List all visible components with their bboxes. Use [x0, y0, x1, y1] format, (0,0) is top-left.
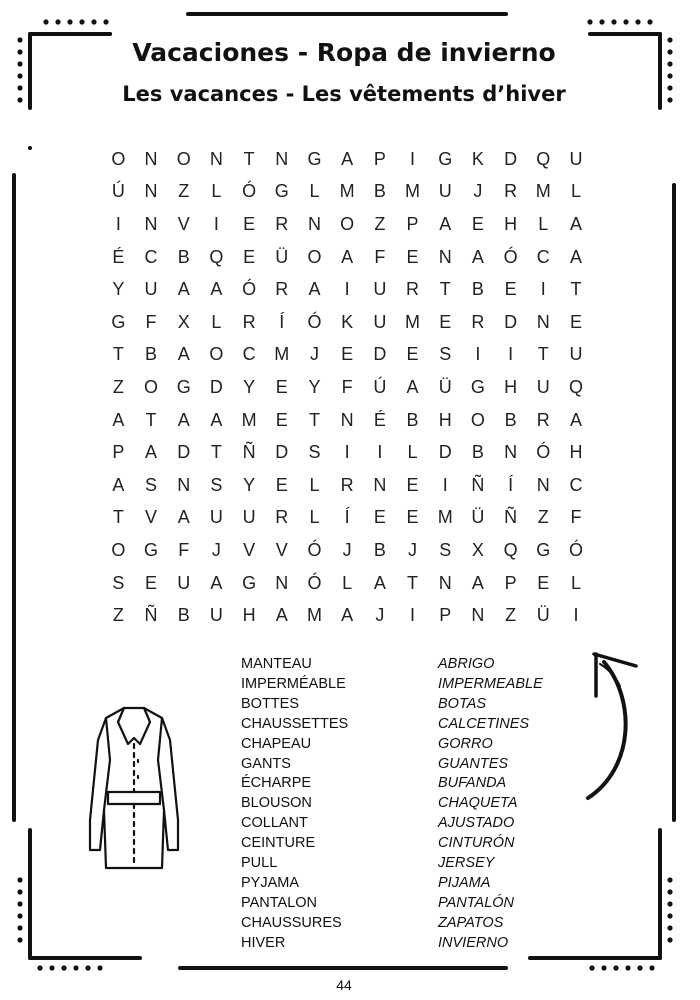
grid-cell: N [340, 409, 354, 430]
grid-cell: A [177, 409, 190, 430]
grid-cell: T [537, 344, 549, 365]
grid-cell: A [341, 246, 354, 267]
grid-cell: A [308, 279, 321, 300]
grid-cell: T [112, 344, 124, 365]
grid-cell: I [344, 279, 350, 300]
grid-cell: B [471, 442, 484, 463]
grid-cell: E [243, 246, 256, 267]
grid-cell: E [471, 213, 484, 234]
word-spanish: PIJAMA [438, 874, 491, 891]
grid-cell: É [112, 246, 125, 267]
grid-cell: A [569, 409, 582, 430]
grid-cell: J [375, 605, 385, 626]
grid-cell: U [144, 279, 158, 300]
grid-cell: C [144, 246, 158, 267]
word-french: ÉCHARPE [241, 775, 312, 792]
grid-cell: Ó [242, 181, 257, 202]
grid-cell: O [470, 409, 485, 430]
grid-cell: A [373, 572, 386, 593]
grid-cell: M [437, 507, 453, 528]
grid-cell: I [344, 442, 350, 463]
grid-cell: R [275, 507, 289, 528]
grid-cell: Ó [307, 572, 322, 593]
grid-cell: E [439, 311, 452, 332]
word-list-french [241, 655, 348, 954]
grid-cell: V [275, 539, 288, 560]
grid-cell: Ú [373, 376, 387, 397]
grid-cell: Y [112, 279, 125, 300]
grid-cell: L [211, 311, 222, 332]
grid-cell: G [536, 539, 551, 560]
grid-cell: M [405, 311, 421, 332]
grid-cell: Y [308, 376, 321, 397]
grid-cell: Z [537, 507, 549, 528]
grid-cell: I [508, 344, 514, 365]
grid-cell: C [536, 246, 550, 267]
grid-cell: Ó [242, 279, 257, 300]
grid-cell: D [438, 442, 452, 463]
grid-cell: G [176, 376, 191, 397]
grid-cell: Ñ [242, 442, 256, 463]
grid-cell: K [341, 311, 354, 332]
grid-cell: D [504, 148, 518, 169]
word-french: CHAUSSURES [241, 914, 342, 931]
grid-cell: C [569, 474, 583, 495]
grid-cell: M [405, 181, 421, 202]
word-french: IMPERMÉABLE [241, 675, 346, 692]
word-spanish: AJUSTADO [438, 815, 515, 832]
grid-cell: E [406, 246, 419, 267]
grid-cell: Z [178, 181, 190, 202]
grid-cell: I [475, 344, 481, 365]
grid-cell: E [145, 572, 158, 593]
grid-cell: D [177, 442, 191, 463]
grid-cell: C [242, 344, 256, 365]
grid-cell: S [439, 344, 452, 365]
grid-cell: L [309, 181, 320, 202]
word-french: HIVER [241, 934, 286, 951]
grid-cell: N [307, 213, 321, 234]
grid-cell: Ñ [144, 605, 158, 626]
grid-cell: A [112, 409, 125, 430]
grid-cell: R [504, 181, 518, 202]
grid-cell: S [112, 572, 125, 593]
word-spanish: INVIERNO [438, 934, 509, 951]
word-spanish: GUANTES [438, 755, 509, 772]
grid-cell: B [406, 409, 419, 430]
grid-cell: N [536, 474, 550, 495]
grid-cell: I [410, 148, 416, 169]
grid-cell: M [339, 181, 355, 202]
grid-cell: E [373, 507, 386, 528]
grid-cell: A [210, 572, 223, 593]
word-spanish: JERSEY [438, 855, 495, 872]
grid-cell: G [111, 311, 126, 332]
grid-cell: I [573, 605, 579, 626]
grid-cell: B [471, 279, 484, 300]
word-spanish: BUFANDA [438, 775, 507, 792]
grid-cell: P [406, 213, 419, 234]
grid-cell: N [144, 181, 158, 202]
word-french: CHAUSSETTES [241, 715, 349, 732]
grid-cell: U [373, 311, 387, 332]
word-french: PULL [241, 855, 278, 872]
grid-cell: U [373, 279, 387, 300]
grid-cell: N [275, 572, 289, 593]
grid-cell: O [111, 148, 126, 169]
word-spanish: BOTAS [438, 695, 487, 712]
grid-cell: T [112, 507, 124, 528]
grid-cell: O [111, 539, 126, 560]
grid-cell: U [209, 507, 223, 528]
grid-cell: E [341, 344, 354, 365]
grid-cell: R [536, 409, 550, 430]
grid-cell: M [535, 181, 551, 202]
grid-cell: B [504, 409, 517, 430]
grid-cell: S [145, 474, 158, 495]
grid-cell: L [570, 572, 581, 593]
word-search-grid [102, 143, 592, 632]
grid-cell: B [177, 605, 190, 626]
grid-cell: Ó [503, 246, 518, 267]
grid-cell: H [504, 376, 518, 397]
grid-cell: R [340, 474, 354, 495]
grid-cell: O [340, 213, 355, 234]
grid-cell: P [373, 148, 386, 169]
grid-cell: A [471, 246, 484, 267]
word-spanish: CINTURÓN [438, 835, 515, 852]
grid-cell: O [176, 148, 191, 169]
grid-cell: F [374, 246, 386, 267]
grid-cell: E [406, 507, 419, 528]
grid-cell: A [569, 246, 582, 267]
grid-cell: E [406, 474, 419, 495]
grid-cell: T [407, 572, 419, 593]
grid-cell: S [210, 474, 223, 495]
grid-cell: D [209, 376, 223, 397]
grid-cell: V [243, 539, 256, 560]
grid-cell: S [308, 442, 321, 463]
grid-cell: Í [344, 507, 350, 528]
grid-cell: L [211, 181, 222, 202]
grid-cell: O [307, 246, 322, 267]
grid-cell: Q [209, 246, 224, 267]
grid-cell: X [471, 539, 484, 560]
grid-cell: N [438, 246, 452, 267]
grid-cell: A [341, 148, 354, 169]
word-spanish: ZAPATOS [438, 914, 504, 931]
grid-cell: U [569, 148, 583, 169]
word-spanish: CALCETINES [438, 715, 530, 732]
grid-cell: O [144, 376, 159, 397]
word-french: CEINTURE [241, 835, 316, 852]
grid-cell: L [309, 474, 320, 495]
grid-cell: T [210, 442, 222, 463]
grid-cell: T [243, 148, 255, 169]
grid-cell: T [570, 279, 582, 300]
grid-cell: U [569, 344, 583, 365]
grid-cell: E [504, 279, 517, 300]
grid-cell: P [504, 572, 517, 593]
grid-cell: I [540, 279, 546, 300]
word-spanish: ABRIGO [438, 656, 495, 672]
grid-cell: R [275, 213, 289, 234]
grid-cell: N [438, 572, 452, 593]
grid-cell: T [439, 279, 451, 300]
grid-cell: R [242, 311, 256, 332]
grid-cell: B [373, 181, 386, 202]
grid-cell: A [112, 474, 125, 495]
grid-cell: Ü [438, 376, 452, 397]
grid-cell: V [177, 213, 190, 234]
grid-cell: N [373, 474, 387, 495]
word-spanish: PANTALÓN [438, 894, 515, 911]
grid-cell: B [145, 344, 158, 365]
grid-cell: Ó [307, 539, 322, 560]
grid-cell: F [145, 311, 157, 332]
grid-cell: N [471, 605, 485, 626]
grid-cell: N [144, 213, 158, 234]
grid-cell: V [145, 507, 158, 528]
title-french: Les vacances - Les vêtements d’hiver [122, 82, 566, 106]
word-spanish: GORRO [438, 735, 493, 752]
grid-cell: G [274, 181, 289, 202]
grid-cell: Ú [111, 181, 125, 202]
grid-cell: L [570, 181, 581, 202]
word-spanish: CHAQUETA [438, 795, 518, 812]
grid-cell: A [341, 605, 354, 626]
grid-cell: F [178, 539, 190, 560]
grid-cell: Ó [307, 311, 322, 332]
grid-cell: E [275, 474, 288, 495]
grid-cell: A [406, 376, 419, 397]
grid-cell: Z [505, 605, 517, 626]
grid-cell: D [504, 311, 518, 332]
grid-cell: A [177, 507, 190, 528]
grid-cell: U [242, 507, 256, 528]
grid-cell: I [115, 213, 121, 234]
word-spanish: IMPERMEABLE [438, 675, 543, 692]
grid-cell: N [536, 311, 550, 332]
grid-cell: E [406, 344, 419, 365]
grid-cell: A [471, 572, 484, 593]
grid-cell: J [342, 539, 352, 560]
word-french: PYJAMA [241, 874, 300, 891]
grid-cell: Y [243, 474, 256, 495]
grid-cell: Ü [471, 507, 485, 528]
grid-cell: Z [112, 605, 124, 626]
grid-cell: B [177, 246, 190, 267]
grid-cell: I [377, 442, 383, 463]
grid-cell: O [209, 344, 224, 365]
grid-cell: H [504, 213, 518, 234]
grid-cell: A [569, 213, 582, 234]
grid-cell: Ñ [471, 474, 485, 495]
grid-cell: Ó [568, 539, 583, 560]
grid-cell: N [209, 148, 223, 169]
grid-cell: R [471, 311, 485, 332]
grid-cell: M [306, 605, 322, 626]
grid-cell: E [243, 213, 256, 234]
grid-cell: X [177, 311, 190, 332]
grid-cell: G [144, 539, 159, 560]
grid-cell: N [177, 474, 191, 495]
grid-cell: P [112, 442, 125, 463]
title-spanish: Vacaciones - Ropa de invierno [132, 38, 556, 67]
grid-cell: E [537, 572, 550, 593]
grid-cell: N [275, 148, 289, 169]
grid-cell: L [407, 442, 418, 463]
grid-cell: R [406, 279, 420, 300]
grid-cell: D [275, 442, 289, 463]
grid-cell: A [145, 442, 158, 463]
grid-cell: J [309, 344, 319, 365]
grid-cell: Ü [275, 246, 289, 267]
word-french: BOTTES [241, 695, 300, 712]
coat-icon [84, 700, 184, 875]
grid-cell: H [438, 409, 452, 430]
grid-cell: Q [568, 376, 583, 397]
grid-cell: G [242, 572, 257, 593]
grid-cell: U [536, 376, 550, 397]
grid-cell: B [373, 539, 386, 560]
grid-cell: T [308, 409, 320, 430]
grid-cell: D [373, 344, 387, 365]
grid-cell: Ü [536, 605, 550, 626]
page-number: 44 [336, 977, 352, 993]
grid-cell: G [438, 148, 453, 169]
grid-cell: Q [536, 148, 551, 169]
grid-cell: U [438, 181, 452, 202]
grid-cell: E [569, 311, 582, 332]
grid-cell: R [275, 279, 289, 300]
grid-cell: J [211, 539, 221, 560]
grid-cell: P [439, 605, 452, 626]
curved-arrow-icon [574, 640, 644, 810]
grid-cell: J [408, 539, 418, 560]
grid-cell: N [144, 148, 158, 169]
grid-cell: N [504, 442, 518, 463]
grid-cell: Y [243, 376, 256, 397]
grid-cell: I [410, 605, 416, 626]
grid-cell: A [439, 213, 452, 234]
grid-cell: E [275, 376, 288, 397]
grid-cell: M [274, 344, 290, 365]
grid-cell: A [210, 409, 223, 430]
grid-cell: Ó [536, 442, 551, 463]
grid-cell: A [177, 279, 190, 300]
grid-cell: I [213, 213, 219, 234]
word-french: MANTEAU [241, 656, 312, 672]
grid-cell: Z [112, 376, 124, 397]
grid-cell: L [342, 572, 353, 593]
grid-cell: A [275, 605, 288, 626]
grid-cell: Í [279, 311, 285, 332]
grid-cell: M [241, 409, 257, 430]
word-french: GANTS [241, 755, 291, 772]
word-french: PANTALON [241, 894, 318, 911]
grid-cell: Z [374, 213, 386, 234]
grid-cell: L [309, 507, 320, 528]
grid-cell: G [307, 148, 322, 169]
grid-cell: H [242, 605, 256, 626]
grid-cell: H [569, 442, 583, 463]
grid-cell: I [442, 474, 448, 495]
word-french: CHAPEAU [241, 735, 312, 752]
grid-cell: L [538, 213, 549, 234]
word-list-spanish [438, 655, 543, 954]
grid-cell: T [145, 409, 157, 430]
grid-cell: S [439, 539, 452, 560]
grid-cell: A [210, 279, 223, 300]
grid-cell: F [341, 376, 353, 397]
grid-cell: Ñ [504, 507, 518, 528]
grid-cell: U [177, 572, 191, 593]
grid-cell: Q [503, 539, 518, 560]
grid-cell: K [471, 148, 484, 169]
word-french: COLLANT [241, 815, 308, 832]
grid-cell: A [177, 344, 190, 365]
word-french: BLOUSON [241, 795, 312, 812]
grid-cell: G [470, 376, 485, 397]
grid-cell: E [275, 409, 288, 430]
grid-cell: F [570, 507, 582, 528]
grid-cell: U [209, 605, 223, 626]
grid-cell: É [373, 409, 386, 430]
grid-cell: Í [508, 474, 514, 495]
grid-cell: J [473, 181, 483, 202]
